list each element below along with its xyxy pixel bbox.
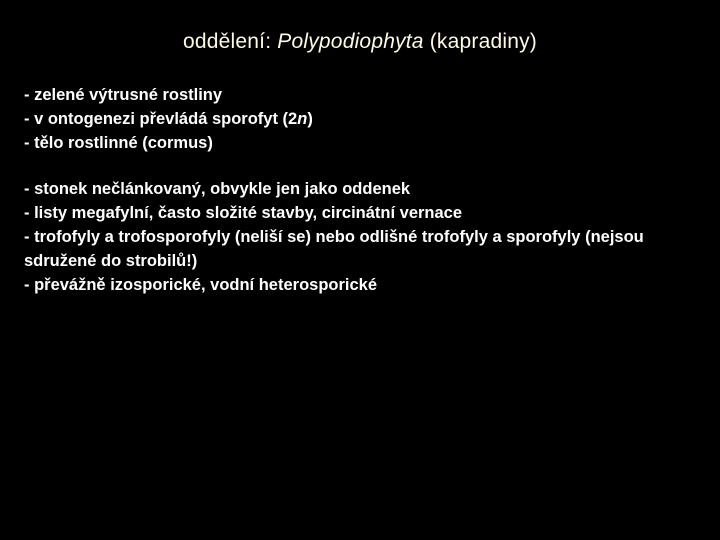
title-prefix: oddělení: — [183, 30, 278, 53]
characteristics-block-morphology — [24, 177, 684, 297]
bullet-leaves: - listy megafylní, často složité stavby, circinátní vernace — [24, 204, 463, 222]
bullet-sporophyte-close: ) — [307, 110, 313, 128]
bullet-cormus: - tělo rostlinné (cormus) — [24, 134, 213, 152]
bullet-sporophyte-ploidy: n — [297, 110, 308, 128]
bullet-sporophyte-dominance — [24, 107, 684, 131]
bullet-green-spore-plants: - zelené výtrusné rostliny — [24, 86, 223, 104]
title-suffix: (kapradiny) — [423, 30, 537, 53]
bullet-isosporic: - převážně izosporické, vodní heterosporické — [24, 276, 378, 294]
bullet-trophophylls: - trofofyly a trofosporofyly (neliší se) nebo odlišné trofofyly a sporofyly (nejsou sdružené do strobilů!) — [24, 228, 644, 270]
title-taxon: Polypodiophyta — [277, 30, 424, 53]
slide-title — [0, 30, 720, 54]
bullet-sporophyte-text: - v ontogenezi převládá sporofyt (2 — [24, 110, 298, 128]
characteristics-block-general — [24, 83, 684, 155]
bullet-stem: - stonek nečlánkovaný, obvykle jen jako oddenek — [24, 180, 411, 198]
